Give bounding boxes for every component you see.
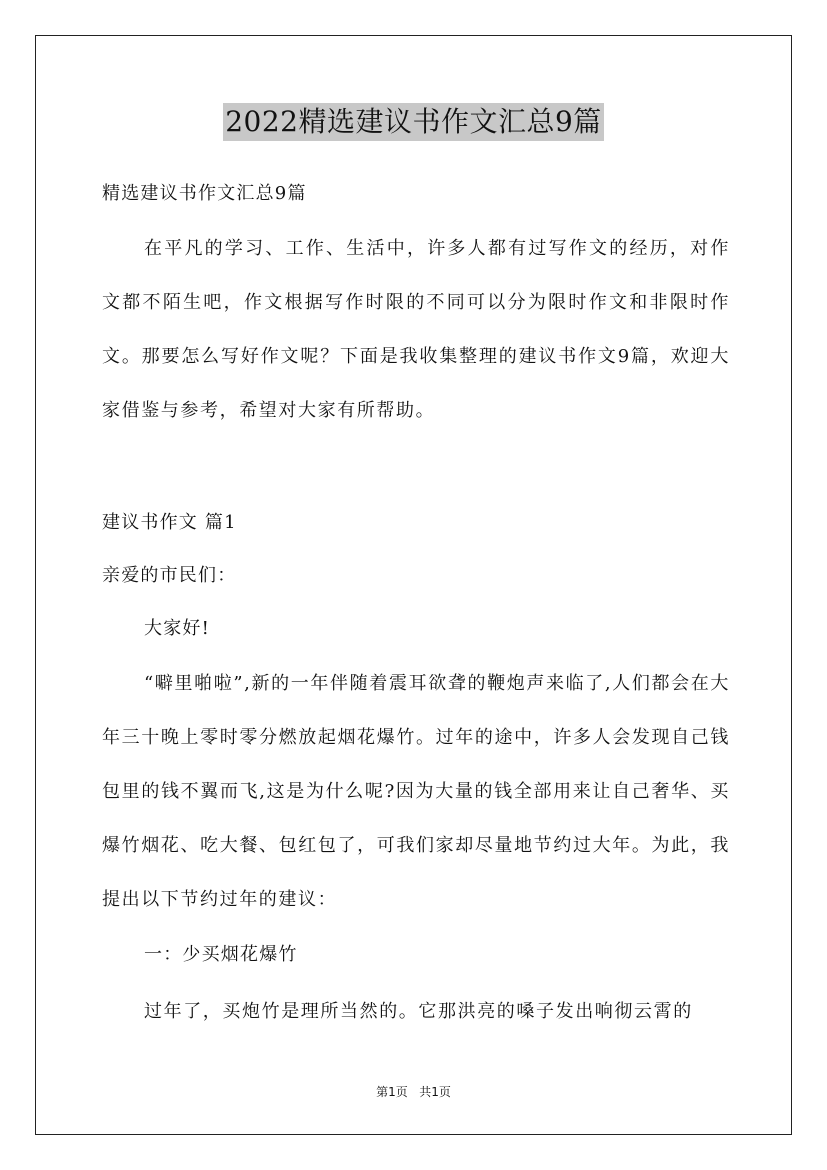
document-subtitle: 精选建议书作文汇总9篇 [102, 183, 307, 204]
point-heading-1: 一：少买烟花爆竹 [144, 944, 298, 965]
page-total: 共1页 [419, 1085, 451, 1099]
title-container [0, 103, 827, 141]
body-paragraph-1: “噼里啪啦”,新的一年伴随着震耳欲聋的鞭炮声来临了,人们都会在大年三十晚上零时零分燃放起烟花爆竹。过年的途中，许多人会发现自己钱包里的钱不翼而飞,这是为什么呢?因为大量的钱全部用来让自己奢华、买爆竹烟花、吃大餐、包红包了，可我们家却尽量地节约过大年。为此，我提出以下节约过年的建议： [102, 673, 730, 910]
salutation: 亲爱的市民们： [102, 565, 237, 586]
intro-paragraph: 在平凡的学习、工作、生活中，许多人都有过写作文的经历，对作文都不陌生吧，作文根据写作时限的不同可以分为限时作文和非限时作文。那要怎么写好作文呢？下面是我收集整理的建议书作文9篇，欢迎大家借鉴与参考，希望对大家有所帮助。 [102, 238, 730, 421]
section-spacer [102, 438, 730, 500]
document-body [102, 176, 730, 1039]
page-number: 第1页 [376, 1085, 408, 1099]
page-footer [0, 1083, 827, 1100]
body-paragraph-2: 过年了，买炮竹是理所当然的。它那洪亮的嗓子发出响彻云霄的 [144, 1001, 693, 1022]
section-heading: 建议书作文 篇1 [102, 512, 237, 533]
greeting: 大家好! [144, 618, 211, 639]
document-title: 2022精选建议书作文汇总9篇 [223, 103, 604, 141]
